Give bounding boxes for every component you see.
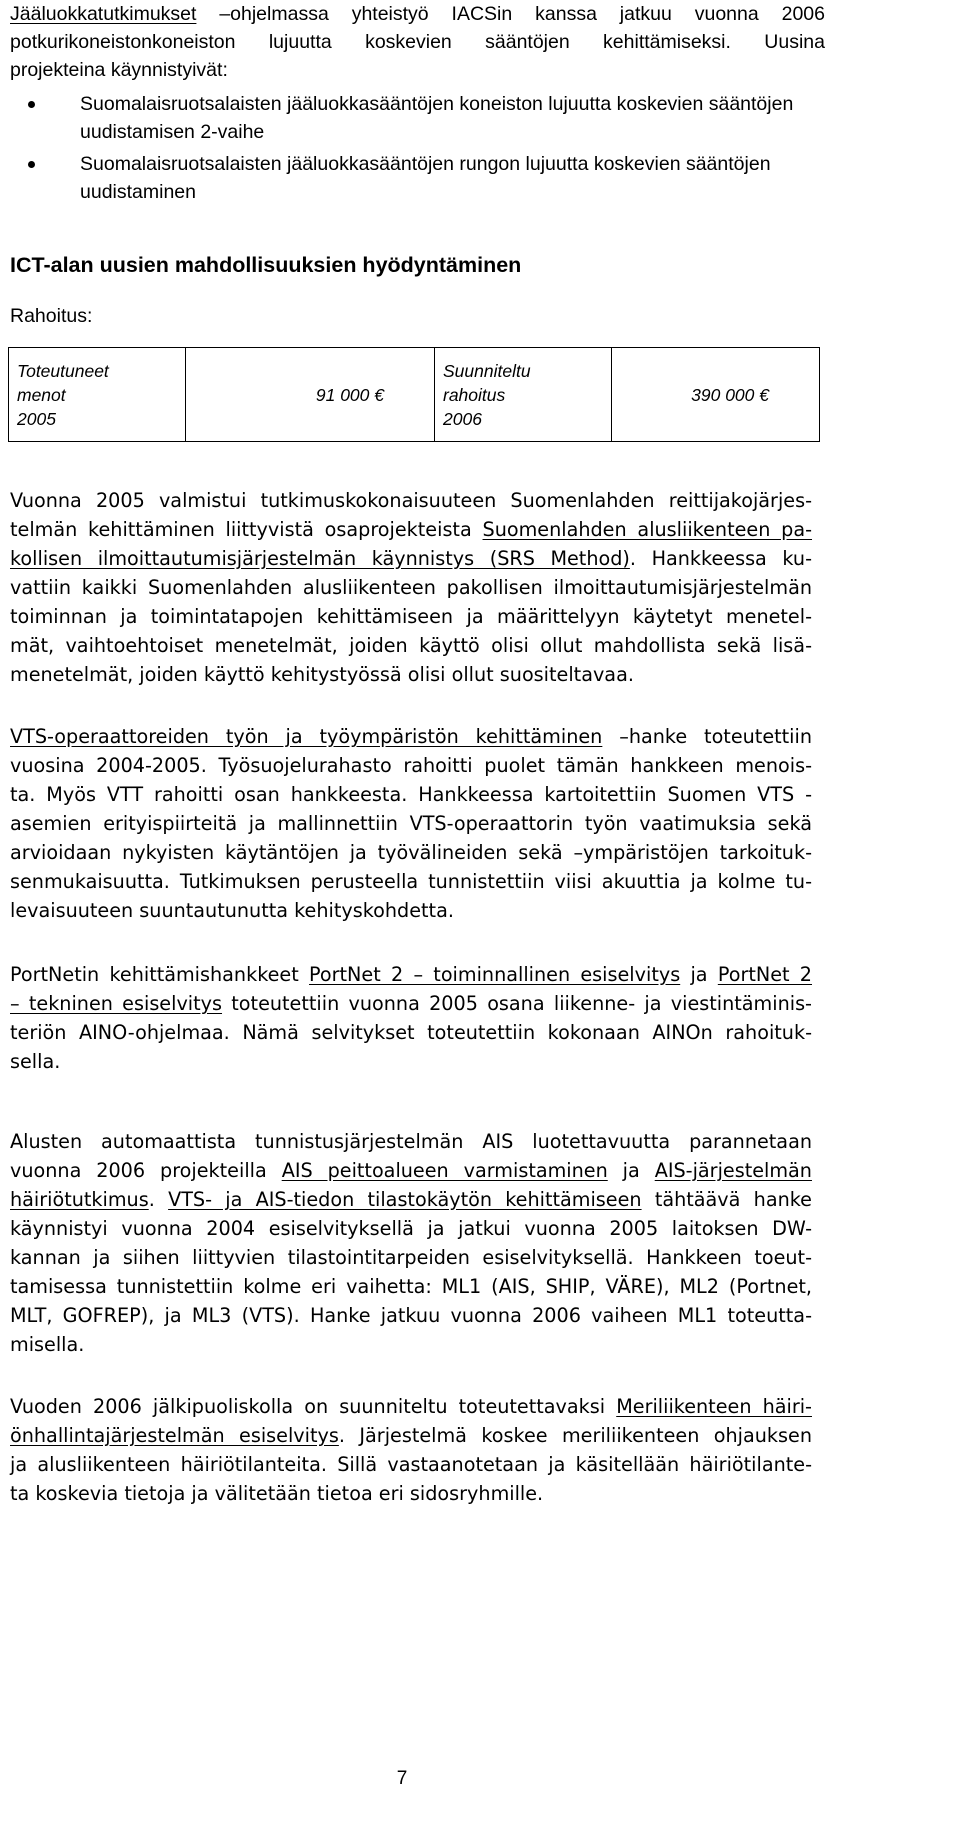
paragraph-ais: Alusten automaattista tunnistusjärjestelmän AIS luotettavuutta parannetaan vuonna 2006 projekteilla AIS peittoalueen varmistaminen ja AIS-järjestelmän häiriötutkimus. VTS- ja AIS-tiedon tilastokäytön kehittämiseen tähtäävä hanke käynnistyi vuonna 2004 esiselvityksellä ja jatkui vuonna 2005 laitoksen DW- kannan ja siihen liittyvien tilastointitarpeiden esiselvityksellä. Hankkeen toeut- tamisessa tunnistettiin kolme eri vaihetta: ML1 (AIS, SHIP, VÄRE), ML2 (Portnet, MLT, GOFREP), ja ML3 (VTS). Hanke jatkuu vuonna 2006 vaiheen ML1 toteutta- misella.: [10, 1130, 812, 1356]
srs-method-link-cont[interactable]: kollisen ilmoittautumisjärjestelmän käynnistys (SRS Method): [10, 547, 630, 570]
paragraph-srs: Vuonna 2005 valmistui tutkimuskokonaisuuteen Suomenlahden reittijakojärjes- telmän kehittäminen liittyvistä osaprojekteista Suomenlahden alusliikenteen pa- kollisen ilmoittautumisjärjestelmän käynnistys (SRS Method). Hankkeessa ku- vattiin kaikki Suomenlahden alusliikenteen pakollisen ilmoittautumisjärjestelmän toiminnan ja toimintatapojen kehittämiseen ja määrittelyyn käytetyt menetel- mät, vaihtoehtoiset menetelmät, joiden käyttö olisi ollut mahdollista sekä lisä- menetelmät, joiden käyttö kehitystyössä olisi ollut suositeltavaa.: [10, 489, 813, 686]
list-item: Suomalaisruotsalaisten jääluokkasääntöjen koneiston lujuutta koskevien sääntöjen uudistamisen 2-vaihe: [10, 90, 820, 146]
funding-table: [8, 347, 820, 442]
ais-interference-link[interactable]: AIS-järjestelmän: [654, 1159, 812, 1182]
ais-interference-link-cont[interactable]: häiriötutkimus: [10, 1188, 149, 1211]
jaaluokkatutkimukset-link[interactable]: Jääluokkatutkimukset: [10, 3, 197, 25]
rahoitus-label: Rahoitus:: [10, 305, 93, 327]
srs-method-link[interactable]: Suomenlahden alusliikenteen pa-: [482, 518, 813, 541]
realized-costs-label-cell: Toteutuneet menot 2005: [9, 348, 186, 442]
table-row: [9, 348, 820, 442]
realized-costs-value-cell: 91 000 €: [186, 348, 435, 442]
planned-funding-label-cell: Suunniteltu rahoitus 2006: [435, 348, 612, 442]
page-number: 7: [396, 1768, 408, 1789]
bullet-icon: [28, 161, 35, 168]
section-heading: ICT-alan uusien mahdollisuuksien hyödyntäminen: [10, 253, 522, 277]
list-item: Suomalaisruotsalaisten jääluokkasääntöjen rungon lujuutta koskevien sääntöjen uudistaminen: [10, 150, 820, 206]
portnet2-functional-link[interactable]: PortNet 2 – toiminnallinen esiselvitys: [309, 963, 681, 986]
portnet2-technical-link[interactable]: PortNet 2: [717, 963, 812, 986]
paragraph-vts: VTS-operaattoreiden työn ja työympäristön kehittäminen –hanke toteutettiin vuosina 2004-2005. Työsuojelurahasto rahoitti puolet tämän hankkeen menois- ta. Myös VTT rahoitti osan hankkeesta. Hankkeessa kartoitettiin Suomen VTS - asemien erityispiirteitä ja mallinnettiin VTS-operaattorin työn vaatimuksia sekä arvioidaan nykyisten käytäntöjen ja työvälineiden sekä –ympäristöjen tarkoituk- senmukaisuutta. Tutkimuksen perusteella tunnistettiin viisi akuuttia ja kolme tu- levaisuuteen suuntautunutta kehityskohdetta.: [10, 725, 812, 922]
intro-line-1: Jääluokkatutkimukset –ohjelmassa yhteistyö IACSin kanssa jatkuu vuonna 2006: [10, 3, 825, 25]
disruption-management-link[interactable]: Meriliikenteen häiri-: [616, 1395, 812, 1418]
portnet2-technical-link-cont[interactable]: – tekninen esiselvitys: [10, 992, 223, 1015]
intro-line-2: potkurikoneistonkoneiston lujuutta koskevien sääntöjen kehittämiseksi. Uusina: [10, 31, 825, 53]
ais-coverage-link[interactable]: AIS peittoalueen varmistaminen: [281, 1159, 608, 1182]
planned-funding-value-cell: 390 000 €: [612, 348, 820, 442]
vts-operators-link[interactable]: VTS-operaattoreiden työn ja työympäristön kehittäminen: [10, 725, 603, 748]
disruption-management-link-cont[interactable]: önhallintajärjestelmän esiselvitys: [10, 1424, 339, 1447]
intro-line-3: projekteina käynnistyivät:: [10, 59, 228, 81]
project-bullet-list: [10, 90, 820, 210]
bullet-icon: [28, 101, 35, 108]
intro-paragraph: [10, 0, 825, 84]
paragraph-portnet: PortNetin kehittämishankkeet PortNet 2 – toiminnallinen esiselvitys ja PortNet 2 – tekninen esiselvitys toteutettiin vuonna 2005 osana liikenne- ja viestintäminis- teriön AINO-ohjelmaa. Nämä selvitykset toteutettiin kokonaan AINOn rahoituk- sella.: [10, 963, 812, 1073]
vts-ais-statistics-link[interactable]: VTS- ja AIS-tiedon tilastokäytön kehittämiseen: [168, 1188, 642, 1211]
paragraph-disruption: Vuoden 2006 jälkipuoliskolla on suunniteltu toteutettavaksi Meriliikenteen häiri- önhallintajärjestelmän esiselvitys. Järjestelmä koskee meriliikenteen ohjauksen ja alusliikenteen häiriötilanteita. Sillä vastaanotetaan ja käsitellään häiriötilante- ta koskevia tietoja ja välitetään tietoa eri sidosryhmille.: [10, 1395, 812, 1505]
